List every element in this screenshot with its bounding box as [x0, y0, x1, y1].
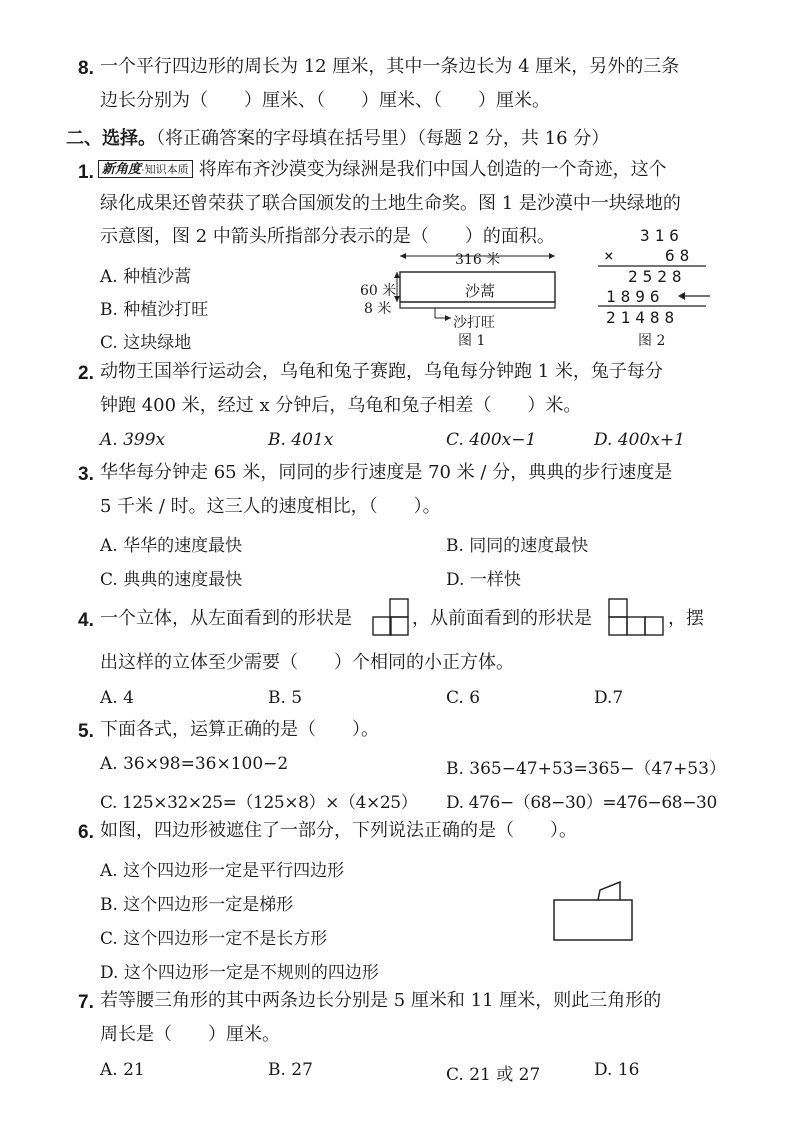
option-c[interactable]: C. 典典的速度最快	[100, 570, 243, 590]
option-c[interactable]: C. 21 或 27	[446, 1065, 541, 1085]
question-text: 示意图，图 2 中箭头所指部分表示的是（ ）的面积。	[100, 226, 555, 247]
fig1-left-top-label: 60 米	[360, 283, 397, 299]
option-d[interactable]: D. 一样快	[446, 570, 521, 590]
knowledge-tag	[98, 160, 193, 178]
section-header	[66, 124, 609, 150]
fig1-top-label: 316 米	[455, 252, 501, 268]
fig2-row-partial2: 1896	[606, 287, 665, 306]
question-text: ，摆	[668, 608, 704, 629]
fig2-row-product: 21488	[606, 308, 680, 327]
option-c[interactable]: C. 400x−1	[446, 430, 537, 450]
tag-brand: 新角度	[102, 161, 142, 176]
option-a[interactable]: A. 36×98=36×100−2	[100, 754, 289, 774]
option-a[interactable]: A. 4	[100, 688, 134, 708]
question-number: 4.	[78, 610, 94, 631]
option-d[interactable]: D.7	[594, 688, 624, 708]
question-text: 若等腰三角形的其中两条边长分别是 5 厘米和 11 厘米，则此三角形的	[100, 990, 662, 1011]
fig2-row-multiplicand: 316	[640, 226, 684, 245]
option-b[interactable]: B. 401x	[268, 430, 334, 450]
question-text: 一个立体，从左面看到的形状是	[100, 608, 352, 629]
question-text: 出这样的立体至少需要（ ）个相同的小正方体。	[100, 652, 514, 673]
fig2-caption: 图 2	[638, 333, 666, 349]
question-text: 边长分别为（ ）厘米、（ ）厘米、（ ）厘米。	[100, 90, 550, 111]
section-note: （将正确答案的字母填在括号里）（每题 2 分，共 16 分）	[156, 128, 610, 149]
fig2-row-multiplier: 68	[665, 246, 695, 265]
fig1-inner-label: 沙蒿	[465, 282, 496, 300]
option-a[interactable]: A. 这个四边形一定是平行四边形	[100, 861, 345, 881]
option-b[interactable]: B. 27	[268, 1060, 313, 1080]
question-text: 华华每分钟走 65 米，同同的步行速度是 70 米 / 分，典典的步行速度是	[100, 462, 673, 483]
option-a[interactable]: A. 21	[100, 1060, 145, 1080]
question-number: 1.	[78, 162, 94, 183]
question-number: 6.	[78, 822, 94, 843]
option-c[interactable]: C. 这个四边形一定不是长方形	[100, 929, 328, 949]
option-c[interactable]: C. 125×32×25=（125×8）×（4×25）	[100, 793, 418, 813]
option-b[interactable]: B. 这个四边形一定是梯形	[100, 895, 294, 915]
fig2-arrow-icon	[676, 288, 712, 304]
question-number: 2.	[78, 363, 94, 384]
question-text: 动物王国举行运动会，乌龟和兔子赛跑，乌龟每分钟跑 1 米，兔子每分	[100, 361, 663, 382]
question-text: ，从前面看到的形状是	[412, 608, 592, 629]
front-view-shape-icon	[608, 598, 668, 636]
section-title: 二、选择。	[66, 128, 156, 149]
option-a[interactable]: A. 种植沙蒿	[100, 267, 192, 287]
option-b[interactable]: B. 种植沙打旺	[100, 300, 209, 320]
question-number: 5.	[78, 721, 94, 742]
option-d[interactable]: D. 这个四边形一定是不规则的四边形	[100, 963, 379, 983]
tag-text: ·知识本质	[141, 164, 189, 176]
question-text: 下面各式，运算正确的是（ ）。	[100, 719, 379, 740]
fig1-left-bottom-label: 8 米	[364, 301, 392, 317]
option-d[interactable]: D. 400x+1	[594, 430, 685, 450]
covered-quadrilateral-figure	[552, 880, 634, 942]
option-c[interactable]: C. 这块绿地	[100, 333, 192, 353]
option-d[interactable]: D. 16	[594, 1060, 640, 1080]
question-number: 7.	[78, 992, 94, 1013]
option-d[interactable]: D. 476−（68−30）=476−68−30	[446, 793, 717, 813]
fig1-caption: 图 1	[458, 333, 486, 349]
option-a[interactable]: A. 399x	[100, 430, 166, 450]
question-text: 如图，四边形被遮住了一部分，下列说法正确的是（ ）。	[100, 820, 577, 841]
question-line: 将库布齐沙漠变为绿洲是我们中国人创造的一个奇迹，这个	[198, 159, 667, 180]
question-text: 5 千米 / 时。这三人的速度相比，（ ）。	[100, 496, 441, 517]
question-number: 8.	[78, 58, 94, 79]
question-text	[98, 160, 667, 179]
option-b[interactable]: B. 同同的速度最快	[446, 536, 589, 556]
question-text: 周长是（ ）厘米。	[100, 1024, 280, 1045]
option-b[interactable]: B. 5	[268, 688, 303, 708]
option-b[interactable]: B. 365−47+53=365−（47+53）	[446, 759, 726, 779]
option-c[interactable]: C. 6	[446, 688, 481, 708]
fig1-bottom-label: 沙打旺	[453, 315, 495, 331]
option-a[interactable]: A. 华华的速度最快	[100, 536, 243, 556]
question-text: 钟跑 400 米，经过 x 分钟后，乌龟和兔子相差（ ）米。	[100, 395, 582, 416]
question-number: 3.	[78, 464, 94, 485]
fig2-row-partial1: 2528	[628, 267, 687, 286]
left-view-shape-icon	[372, 598, 412, 636]
question-text: 一个平行四边形的周长为 12 厘米，其中一条边长为 4 厘米，另外的三条	[100, 56, 680, 77]
fig2-times-sign: ×	[604, 246, 619, 265]
question-text: 绿化成果还曾荣获了联合国颁发的土地生命奖。图 1 是沙漠中一块绿地的	[100, 193, 681, 214]
